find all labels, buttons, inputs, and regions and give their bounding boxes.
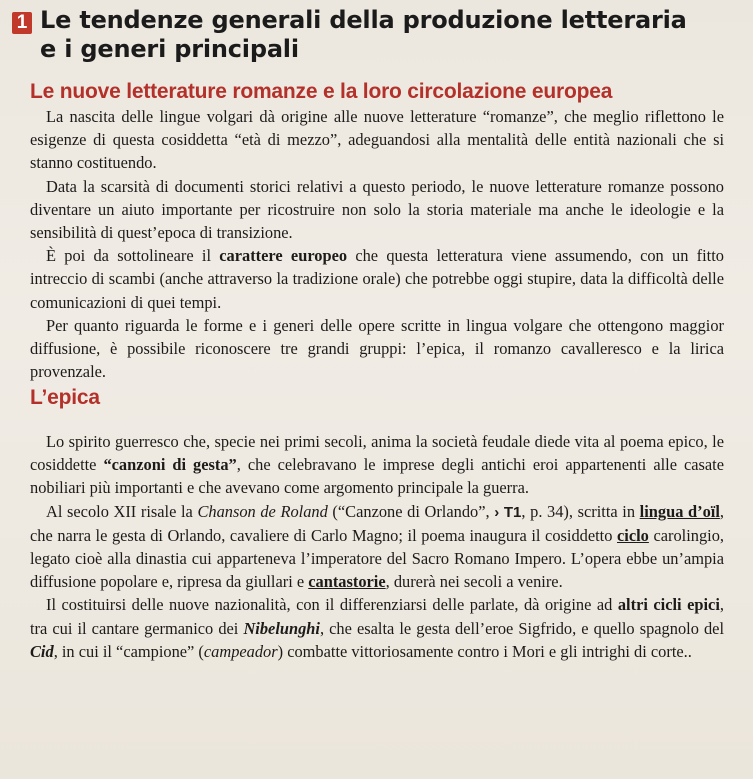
text-run: ) combatte vittoriosamente contro i Mori e gli intrighi di corte.. [277,641,692,661]
text-run: Lo spirito guerresco che, specie nei primi secoli, anima la società feudale diede vita al poema epico, le cosiddette [30,432,724,475]
bold-italic-term: Nibelunghi [243,618,320,638]
bold-term: altri cicli epici [617,595,720,615]
chapter-title-line-2: e i generi principali [40,35,299,63]
paragraph [30,500,724,594]
text-run: , che celebravano le imprese degli antichi eroi appartenenti alle casate nobiliari più importanti e che avevano come argomento principale la guerra. [30,455,725,498]
section-title-letterature-romanze: Le nuove letterature romanze e la loro circolazione europea [30,80,613,103]
section-2-body [30,430,724,663]
section-1-body [30,105,724,383]
glossary-term[interactable]: cantastorie [308,572,386,592]
text-run: Il costituirsi delle nuove nazionalità, con il differenziarsi delle parlate, dà origine ad [46,595,618,615]
paragraph [30,244,724,314]
bold-term: carattere europeo [219,246,348,266]
text-run: , tra cui il cantare germanico dei [30,595,724,638]
paragraph [30,593,724,663]
text-run: È poi da sottolineare il [46,246,220,266]
paragraph: Data la scarsità di documenti storici relativi a questo periodo, le nuove letterature romanze possono diventare un aiuto importante per ricostruire non solo la storia materiale ma anche le ideologie e la sensibilità di quest’epoca di transizione. [30,176,724,243]
text-run: , che esalta le gesta dell’eroe Sigfrido, e quello spagnolo del [319,618,725,638]
text-run: , p. 34), scritta in [521,501,640,521]
paragraph: Per quanto riguarda le forme e i generi delle opere scritte in lingua volgare che ottengono maggior diffusione, è possibile riconoscere tre grandi gruppi: l’epica, il romanzo cavalleresco e la lirica provenzale. [30,315,724,382]
italic-term: campeador [203,641,278,661]
text-run: , in cui il “campione” ( [53,641,204,661]
text-run: , che narra le gesta di Orlando, cavaliere di Carlo Magno; il poema inaugura il cosiddetto [30,501,724,545]
chapter-title-line-1: Le tendenze generali della produzione letteraria [40,6,687,34]
text-run: che questa letteratura viene assumendo, con un fitto intreccio di scambi (anche attraverso la tradizione orale) che potrebbe oggi stupire, data la difficoltà delle comunicazioni di quei tempi. [30,246,724,312]
glossary-term[interactable]: lingua d’oïl [639,501,720,521]
section-title-epica: L’epica [30,386,100,409]
bold-italic-term: Cid [30,641,54,661]
italic-title: Chanson de Roland [197,501,328,521]
paragraph [30,430,724,500]
bold-term: “canzoni di gesta” [103,455,237,475]
text-run: (“Canzone di Orlando”, [327,501,495,521]
paragraph: La nascita delle lingue volgari dà origine alle nuove letterature “romanze”, che meglio riflettono le esigenze di questa cosiddetta “età di mezzo”, adeguandosi alla mentalità delle entità nazionali che si stanno costituendo. [30,107,724,173]
text-run: , durerà nei secoli a venire. [385,572,563,592]
text-run: Al secolo XII risale la [46,501,198,521]
chapter-title [40,6,687,64]
text-reference-link[interactable]: › T1 [494,503,522,521]
chapter-heading [12,6,732,64]
text-run: carolingio, legato cioè alla dinastia cui apparteneva l’imperatore del Sacro Romano Impero. L’opera ebbe un’ampia diffusione popolare e, ripresa da giullari e [30,525,724,592]
chapter-number-badge: 1 [12,12,32,34]
glossary-term[interactable]: ciclo [617,525,649,545]
